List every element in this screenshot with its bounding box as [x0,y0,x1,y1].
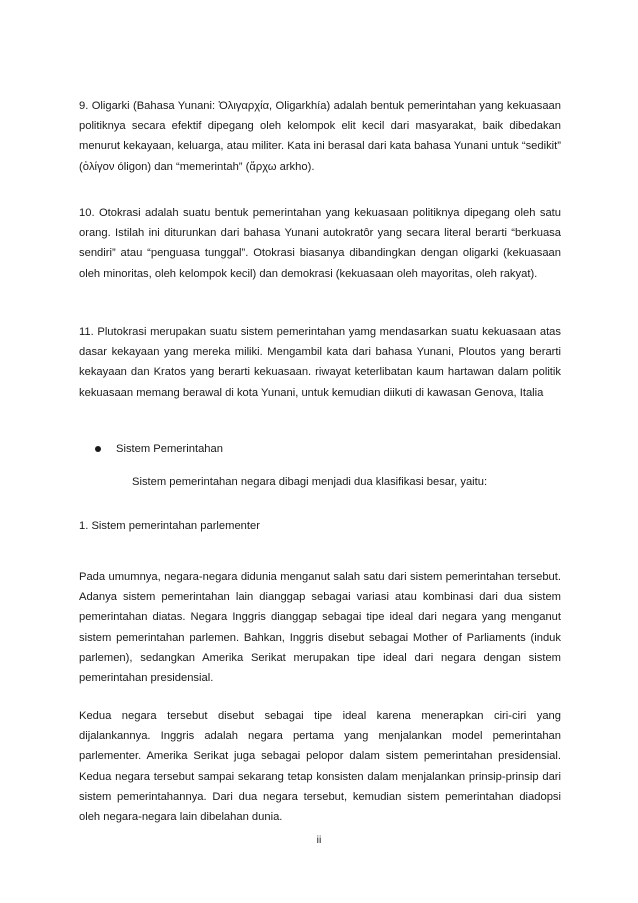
paragraph-oligarki: 9. Oligarki (Bahasa Yunani: Ὀλιγαρχία, Oligarkhía) adalah bentuk pemerintahan yang kekuasaan politiknya secara efektif dipegang oleh kelompok elit kecil dari masyarakat, baik dibedakan menurut kekayaan, keluarga, atau militer. Kata ini berasal dari kata bahasa Yunani untuk “sedikit” (ὀλίγον óligon) dan “memerintah” (ἄρχω arkho). [79,100,561,173]
paragraph-parlementer-2: Kedua negara tersebut disebut sebagai tipe ideal karena menerapkan ciri-ciri yang dijalankannya. Inggris adalah negara pertama yang menjalankan model pemerintahan parlementer. Amerika Serikat juga sebagai pelopor dalam sistem pemerintahan presidensial. Kedua negara tersebut sampai sekarang tetap konsisten dalam menjalankan prinsip-prinsip dari sistem pemerintahannya. Dari dua negara tersebut, kemudian sistem pemerintahan diadopsi oleh negara-negara lain dibelahan dunia. [79,710,561,824]
section-heading: 1. Sistem pemerintahan parlementer [79,520,260,532]
bullet-intro: Sistem pemerintahan negara dibagi menjadi dua klasifikasi besar, yaitu: [132,476,488,488]
page-number: ii [316,834,322,846]
paragraph-otokrasi: 10. Otokrasi adalah suatu bentuk pemerintahan yang kekuasaan politiknya dipegang oleh satu orang. Istilah ini diturunkan dari bahasa Yunani autokratôr yang secara literal berarti “berkuasa sendiri” atau “penguasa tunggal”. Otokrasi biasanya dibandingkan dengan oligarki (kekuasaan oleh minoritas, oleh kelompok kecil) dan demokrasi (kekuasaan oleh mayoritas, oleh rakyat). [79,207,561,280]
paragraph-plutokrasi: 11. Plutokrasi merupakan suatu sistem pemerintahan yamg mendasarkan suatu kekuasaan atas dasar kekayaan yang mereka miliki. Mengambil kata dari bahasa Yunani, Ploutos yang berarti kekayaan dan Kratos yang berarti kekuasaan. riwayat keterlibatan kaum hartawan dalam politik kekuasaan memang berawal di kota Yunani, untuk kemudian diikuti di kawasan Genova, Italia [79,326,561,399]
paragraph-parlementer-1: Pada umumnya, negara-negara didunia menganut salah satu dari sistem pemerintahan tersebut. Adanya sistem pemerintahan lain dianggap sebagai variasi atau kombinasi dari dua sistem pemerintahan diatas. Negara Inggris dianggap sebagai tipe ideal dari negara yang menganut sistem pemerintahan parlemen. Bahkan, Inggris disebut sebagai Mother of Parliaments (induk parlemen), sedangkan Amerika Serikat merupakan tipe ideal dari negara dengan sistem pemerintahan presidensial. [79,571,561,685]
bullet-icon [95,446,101,452]
bullet-heading: Sistem Pemerintahan [116,443,223,455]
